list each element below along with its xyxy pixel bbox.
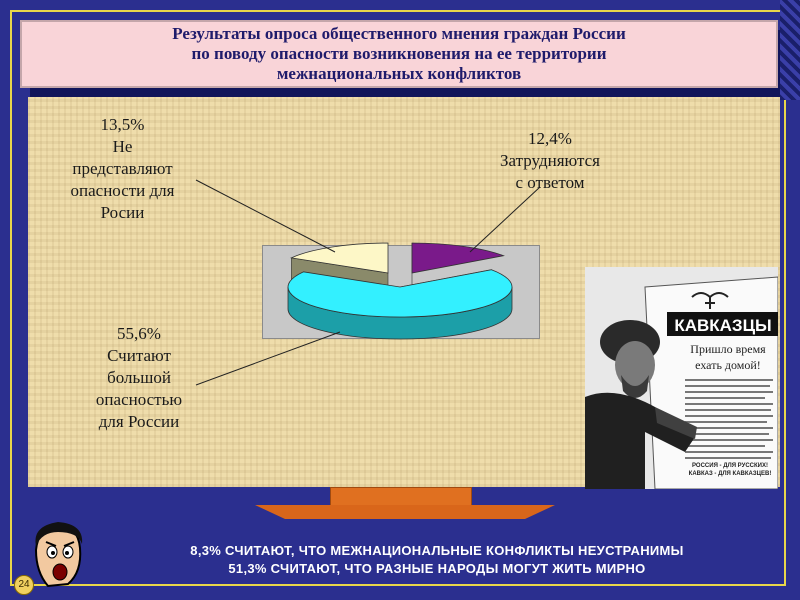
poster-heading: КАВКАЗЦЫ: [674, 316, 772, 335]
slice-text-not-dangerous-3: опасности для: [70, 181, 175, 200]
slice-text-undecided-1: Затрудняются: [499, 151, 600, 170]
slice-percent-not-dangerous: 13,5%: [100, 115, 145, 134]
poster-footer-2: КАВКАЗ - ДЛЯ КАВКАЗЦЕВ!: [688, 471, 772, 477]
slice-text-dangerous-3: опасностью: [95, 390, 183, 409]
leader-line-not-dangerous: [196, 180, 335, 252]
title-line-3: межнациональных конфликтов: [276, 64, 522, 83]
leader-line-undecided: [470, 187, 540, 252]
title-line-1: Результаты опроса общественного мнения граждан России: [172, 24, 626, 43]
page-number: 24: [14, 575, 34, 595]
bottom-stats: [92, 542, 782, 578]
slice-label-undecided: [470, 128, 630, 194]
slice-label-dangerous: [64, 323, 214, 433]
slice-label-not-dangerous: [50, 114, 195, 224]
slice-percent-dangerous: 55,6%: [117, 324, 161, 343]
pie-slice-dangerous: [288, 270, 512, 339]
bottom-stat-2: 51,3% СЧИТАЮТ, ЧТО РАЗНЫЕ НАРОДЫ МОГУТ ЖИТЬ МИРНО: [228, 561, 646, 576]
poster-line-2: ехать домой!: [695, 358, 761, 372]
title-line-2: по поводу опасности возникновения на ее территории: [191, 44, 607, 63]
pie-slice-undecided-top: [412, 243, 503, 273]
bottom-stat-1: 8,3% СЧИТАЮТ, ЧТО МЕЖНАЦИОНАЛЬНЫЕ КОНФЛИКТЫ НЕУСТРАНИМЫ: [190, 543, 684, 558]
cartoon-face-icon: [28, 520, 88, 592]
slice-text-not-dangerous-2: представляют: [72, 159, 173, 178]
slice-text-dangerous-1: Считают: [107, 346, 171, 365]
slice-text-not-dangerous-4: Росии: [100, 203, 145, 222]
screen-stand-base: [255, 505, 555, 519]
poster-footer-1: РОССИЯ - ДЛЯ РУССКИХ!: [692, 463, 768, 469]
poster-line-1: Пришло время: [690, 342, 766, 356]
slice-text-undecided-2: с ответом: [515, 173, 585, 192]
screen-stand: [330, 487, 472, 507]
slice-text-dangerous-4: для России: [98, 412, 180, 431]
slice-text-dangerous-2: большой: [107, 368, 171, 387]
poster-photo: [585, 267, 778, 489]
leader-line-dangerous: [196, 332, 340, 385]
slice-text-not-dangerous-1: Не: [112, 137, 133, 156]
slice-percent-undecided: 12,4%: [528, 129, 572, 148]
